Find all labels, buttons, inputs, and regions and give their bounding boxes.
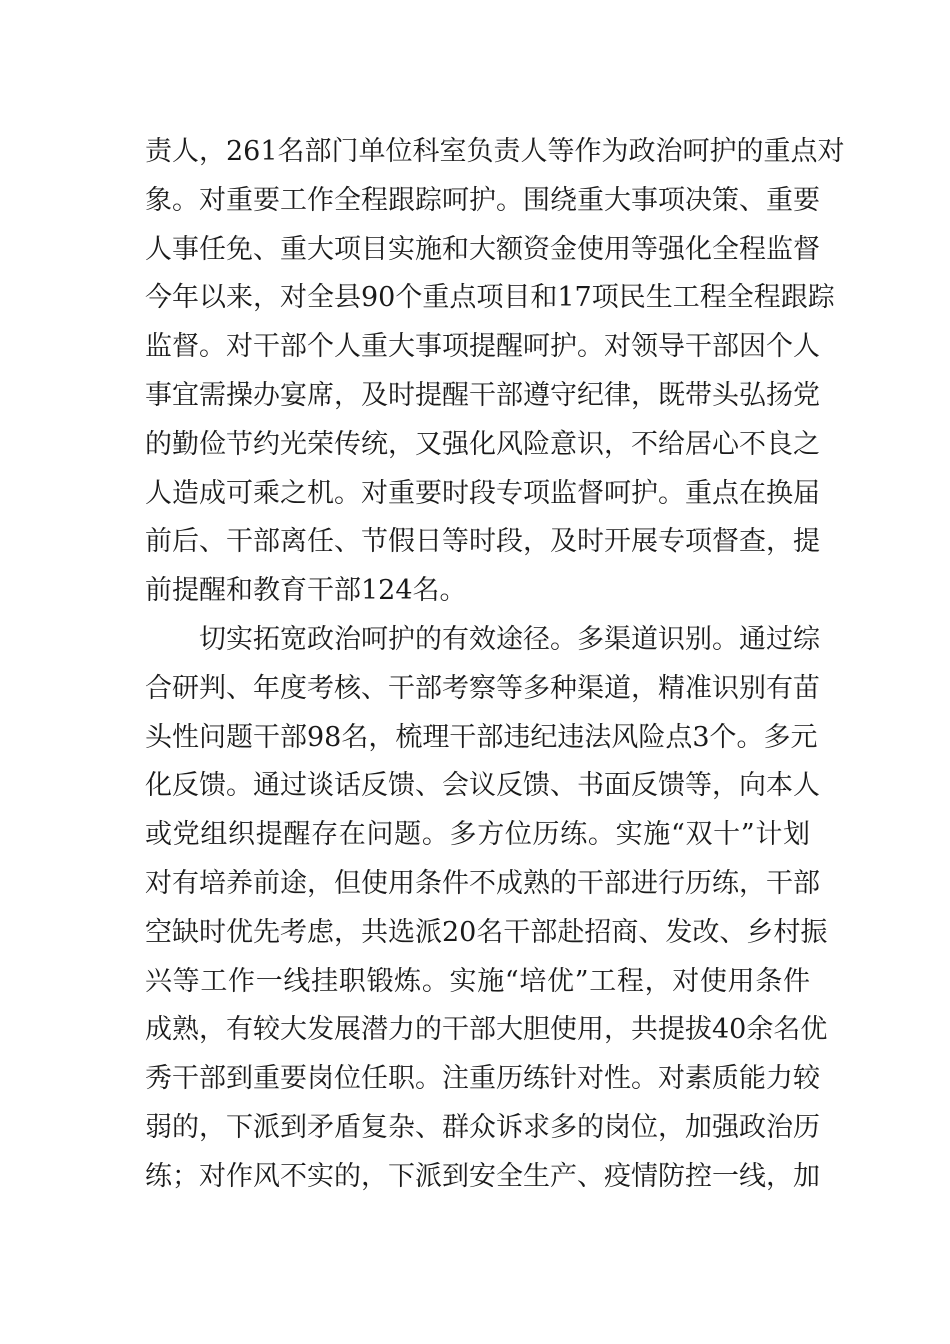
text-line: 秀干部到重要岗位任职。注重历练针对性。对素质能力较 — [145, 1063, 820, 1095]
text-line: 合研判、年度考核、干部考察等多种渠道，精准识别有苗 — [145, 672, 820, 704]
text-line: 前后、干部离任、节假日等时段，及时开展专项督查，提 — [145, 526, 820, 558]
text-line: 事宜需操办宴席，及时提醒干部遵守纪律，既带头弘扬党 — [145, 379, 820, 411]
body-text — [145, 128, 845, 1202]
text-line: 成熟，有较大发展潜力的干部大胆使用，共提拔40余名优 — [145, 1014, 828, 1046]
text-line: 弱的，下派到矛盾复杂、群众诉求多的岗位，加强政治历 — [145, 1111, 820, 1143]
text-line: 今年以来，对全县90个重点项目和17项民生工程全程跟踪 — [145, 282, 835, 314]
text-line: 前提醒和教育干部124名。 — [145, 575, 467, 607]
text-line: 责人，261名部门单位科室负责人等作为政治呵护的重点对 — [145, 136, 845, 167]
text-line: 化反馈。通过谈话反馈、会议反馈、书面反馈等，向本人 — [145, 770, 820, 802]
text-line: 兴等工作一线挂职锻炼。实施“培优”工程，对使用条件 — [145, 965, 810, 997]
paragraph-2 — [145, 616, 828, 1202]
text-line: 头性问题干部98名，梳理干部违纪违法风险点3个。多元 — [145, 721, 818, 753]
text-line: 监督。对干部个人重大事项提醒呵护。对领导干部因个人 — [145, 331, 820, 363]
text-line: 象。对重要工作全程跟踪呵护。围绕重大事项决策、重要 — [145, 184, 820, 216]
text-line: 人造成可乘之机。对重要时段专项监督呵护。重点在换届 — [145, 477, 820, 509]
text-line: 切实拓宽政治呵护的有效途径。多渠道识别。通过综 — [199, 623, 820, 655]
text-line: 人事任免、重大项目实施和大额资金使用等强化全程监督 — [145, 233, 820, 265]
text-line: 空缺时优先考虑，共选派20名干部赴招商、发改、乡村振 — [145, 916, 828, 948]
text-line: 的勤俭节约光荣传统，又强化风险意识，不给居心不良之 — [145, 428, 820, 460]
paragraph-1 — [145, 128, 845, 616]
text-line: 对有培养前途，但使用条件不成熟的干部进行历练，干部 — [145, 867, 820, 899]
text-line: 或党组织提醒存在问题。多方位历练。实施“双十”计划 — [145, 819, 810, 851]
text-line: 练；对作风不实的，下派到安全生产、疫情防控一线，加 — [145, 1160, 820, 1192]
